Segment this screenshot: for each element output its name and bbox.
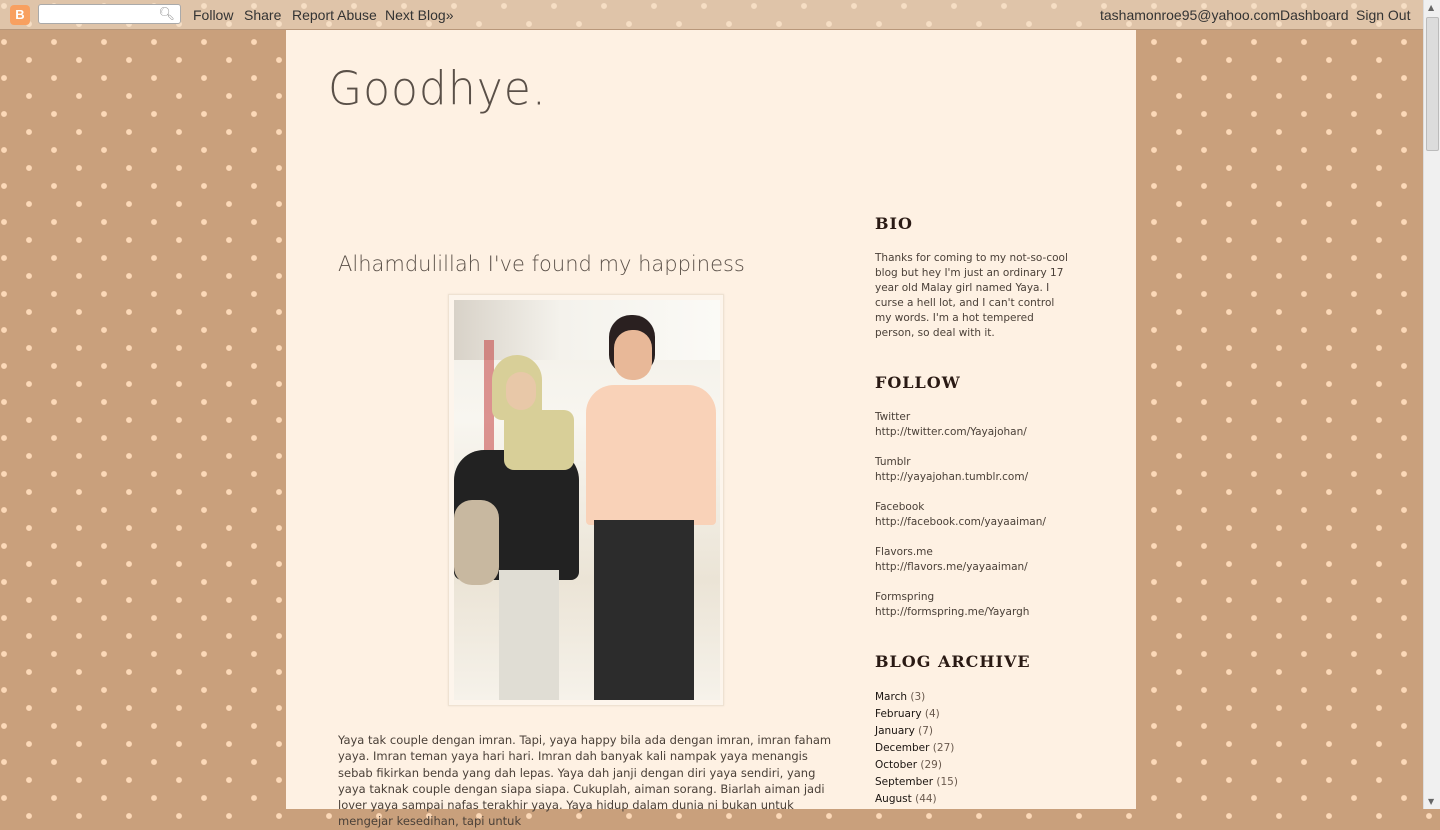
bio-text: Thanks for coming to my not-so-cool blog but hey I'm just an ordinary 17 year old Malay girl named Yaya. I curse a hell lot, and I can't control my words. I'm a hot tempered person, so deal with it. [875,252,1068,339]
archive-item[interactable] [875,723,1070,740]
scrollbar-thumb[interactable] [1426,17,1439,151]
next-blog-link[interactable]: Next Blog» [385,7,454,23]
archive-item[interactable] [875,774,1070,791]
blogger-navbar [0,0,1423,30]
dashboard-link[interactable]: Dashboard [1280,7,1349,23]
archive-month[interactable]: March [875,691,908,703]
follow-name: Flavors.me [875,546,933,558]
archive-month[interactable]: August [875,793,912,805]
follow-list [875,410,1070,620]
follow-name: Tumblr [875,456,911,468]
archive-item[interactable] [875,740,1070,757]
share-link[interactable]: Share [244,7,282,23]
archive-count: (4) [924,708,940,720]
scroll-down-icon[interactable]: ▼ [1428,797,1435,806]
archive-count: (27) [932,742,955,754]
bio-title: BIO [875,214,913,233]
blogger-logo-icon[interactable]: B [10,5,30,25]
follow-link[interactable]: Follow [193,7,234,23]
archive-count: (7) [918,725,934,737]
report-abuse-link[interactable]: Report Abuse [292,7,377,23]
follow-url[interactable]: http://twitter.com/Yayajohan/ [875,426,1027,438]
archive-item[interactable] [875,706,1070,723]
main-column [286,30,1136,829]
blog-title[interactable]: Goodhye. [328,62,547,117]
follow-name: Twitter [875,411,911,423]
follow-title: FOLLOW [875,373,961,392]
page-scrollbar[interactable] [1423,0,1440,809]
follow-name: Formspring [875,591,935,603]
archive-item[interactable] [875,791,1070,808]
sign-out-link[interactable]: Sign Out [1356,7,1411,23]
archive-month[interactable]: December [875,742,930,754]
post-photo [454,300,720,700]
archive-month[interactable]: January [875,725,915,737]
archive-title: BLOG ARCHIVE [875,652,1031,671]
follow-url[interactable]: http://flavors.me/yayaaiman/ [875,561,1028,573]
user-email[interactable]: tashamonroe95@yahoo.com [1100,7,1280,23]
archive-item[interactable] [875,689,1070,706]
post-title[interactable]: Alhamdulillah I've found my happiness [338,252,745,276]
archive-count: (15) [936,776,958,788]
follow-name: Facebook [875,501,925,513]
archive-item[interactable] [875,757,1070,774]
search-input[interactable] [38,4,181,24]
search-icon[interactable]: 🔍︎ [158,6,175,21]
archive-list [875,689,1070,808]
follow-url[interactable]: http://facebook.com/yayaaiman/ [875,516,1046,528]
post-photo-frame [448,294,724,706]
archive-count: (29) [920,759,942,771]
scroll-up-icon[interactable]: ▲ [1428,3,1435,12]
follow-url[interactable]: http://yayajohan.tumblr.com/ [875,471,1029,483]
archive-month[interactable]: February [875,708,922,720]
archive-month[interactable]: September [875,776,934,788]
archive-count: (3) [910,691,926,703]
archive-month[interactable]: October [875,759,918,771]
post-body: Yaya tak couple dengan imran. Tapi, yaya happy bila ada dengan imran, imran faham yaya. Imran teman yaya hari hari. Imran dah banyak kali nampak yaya menangis sebab fikirkan benda yang dah lepas. Yaya dah janji dengan diri yaya sendiri, yang yaya taknak couple dengan siapa siapa. Cukuplah, aiman sorang. Biarlah aiman jadi lover yaya sampai nafas terakhir yaya. Yaya hidup dalam dunia ni bukan untuk mengejar kesedihan, tapi untuk [338,733,832,829]
archive-count: (44) [915,793,937,805]
follow-url[interactable]: http://formspring.me/Yayargh [875,606,1030,618]
